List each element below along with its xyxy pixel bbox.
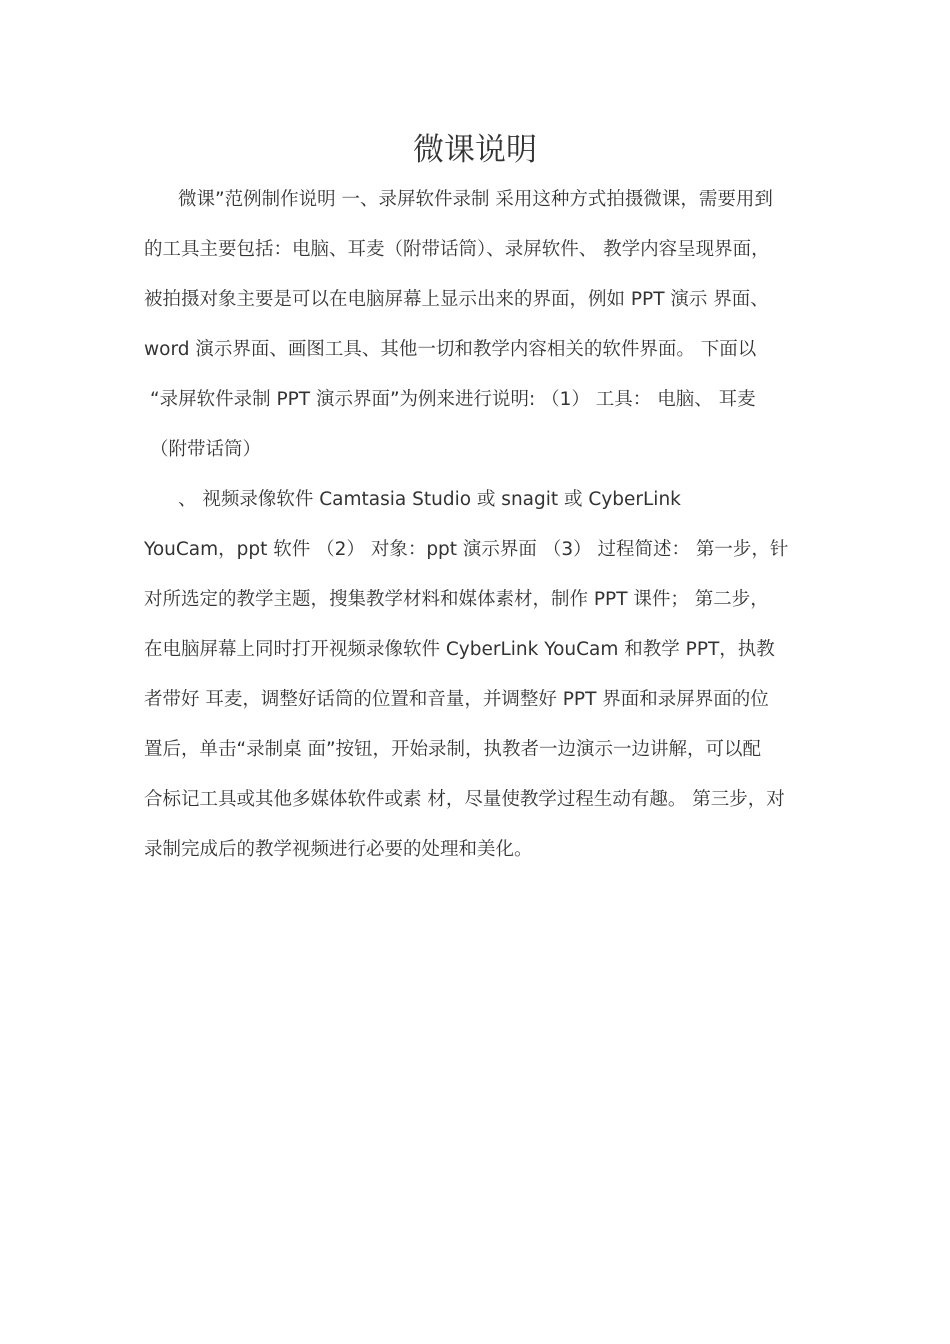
document-body [144,175,814,875]
body-line-13: 合标记工具或其他多媒体软件或素 材，尽量使教学过程生动有趣。 第三步，对 [144,789,785,810]
document-title: 微课说明 [413,132,537,168]
body-line-11: 者带好 耳麦，调整好话筒的位置和音量，并调整好 PPT 界面和录屏界面的位 [144,689,769,710]
body-line-14: 录制完成后的教学视频进行必要的处理和美化。 [144,839,533,860]
body-line-10: 在电脑屏幕上同时打开视频录像软件 CyberLink YouCam 和教学 PPT，执教 [144,639,775,660]
body-line-3: 被拍摄对象主要是可以在电脑屏幕上显示出来的界面，例如 PPT 演示 界面、 [144,289,769,310]
body-line-6: （附带话筒） [150,439,262,460]
body-line-9: 对所选定的教学主题，搜集教学材料和媒体素材，制作 PPT 课件； 第二步， [144,589,769,610]
body-line-1: 微课”范例制作说明 一、录屏软件录制 采用这种方式拍摄微课，需要用到 [178,189,773,210]
body-line-4: word 演示界面、画图工具、其他一切和教学内容相关的软件界面。 下面以 [144,339,757,360]
body-line-8: YouCam，ppt 软件 （2） 对象：ppt 演示界面 （3） 过程简述： 第一步，针 [144,539,789,560]
body-line-12: 置后，单击“录制桌 面”按钮，开始录制，执教者一边演示一边讲解，可以配 [144,739,762,760]
body-line-7: 、 视频录像软件 Camtasia Studio 或 snagit 或 CyberLink [178,489,681,510]
body-line-2: 的工具主要包括：电脑、耳麦（附带话筒）、录屏软件、 教学内容呈现界面， [144,239,770,260]
body-line-5: “录屏软件录制 PPT 演示界面”为例来进行说明: （1） 工具： 电脑、 耳麦 [150,389,756,410]
